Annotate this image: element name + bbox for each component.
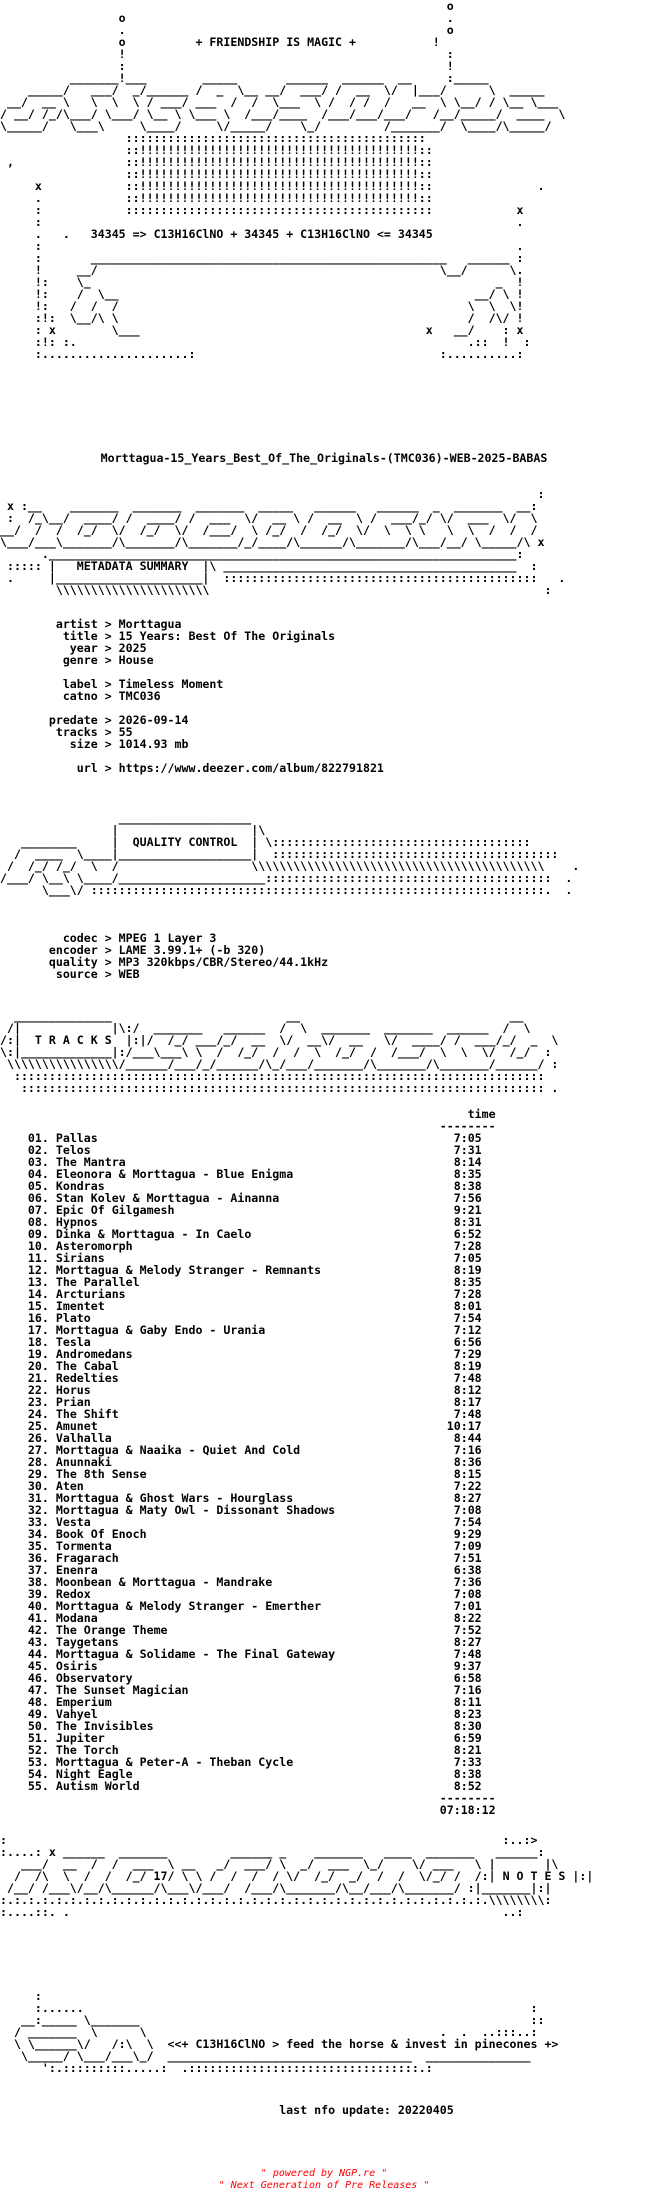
track-time: 9:21 [453,1203,482,1217]
quality-row-codec: codec > MPEG 1 Layer 3 [0,931,217,945]
track-time: 7:12 [453,1323,482,1337]
track-title: Observatory [55,1671,133,1685]
track-title: The Torch [55,1743,119,1757]
banner-text: + FRIENDSHIP IS MAGIC + [195,35,356,49]
track-time: 7:16 [453,1683,482,1697]
track-title: The Shift [55,1407,119,1421]
metadata-row-catno: catno > TMC036 [0,689,161,703]
track-number: 15. [27,1299,49,1313]
track-time: 8:30 [453,1719,482,1733]
track-number: 33. [27,1515,49,1529]
tracklist-footer: -------- 07:18:12 [0,1791,496,1817]
metadata-row-year: year > 2025 [0,641,147,655]
track-title: Amunet [55,1419,98,1433]
track-title: Horus [55,1383,91,1397]
track-number: 45. [27,1659,49,1673]
track-time: 7:31 [453,1143,482,1157]
track-number: 31. [27,1491,49,1505]
track-number: 35. [27,1539,49,1553]
quality-logo-art: ___________________ | |\ ________ | QUALITY CONTROL | \::::::::::::::::::::::::::::::::::::: / ____ \____|___________________| ::::::::::::::::::::::::::::::::::::::::: / /_/ /_/ \ / \\\\\\\\\\\\\\\\\\\\\\\\\\\\\\\\\\\\\\\\\\ . /___/ \__\ \____/_____________________::::::::::::::::::::::::::::::::::::::::: . \___\/ :::::::::::::::::::::::::::::::::::::::::::::::::::::::::::::::::. . [0,811,580,897]
header-logo-art-top: o o . . o o + FRIENDSHIP IS MAGIC + ! ! : : ! _______!___ _____ ______ ______ __ :_____ _____/ ___/ _/______ / _ \__ __/ ___/ / __ \/ |___/ \ _____ __/ __ \ \ \ \ / ___/ ___ / / \___ \ / / / / __ \ \__/ / \__ \___ / __/ /_/\___/ \___/ \__ \ \___ \ /___/____ /___/___/___/ /__/_____/ ____ \ \_____/ \___\ \____/ \/_____/ \_/ /_______/ \____/\_____/ ::::::::::::::::::::::::::::::::::::::::::: ::!!!!!!!!!!!!!!!!!!!!!!!!!!!!!!!!!!!!!!!!:: , ::!!!!!!!!!!!!!!!!!!!!!!!!!!!!!!!!!!!!!!!!:: ::!!!!!!!!!!!!!!!!!!!!!!!!!!!!!!!!!!!!!!!!:: x ::!!!!!!!!!!!!!!!!!!!!!!!!!!!!!!!!!!!!!!!!:: . . ::!!!!!!!!!!!!!!!!!!!!!!!!!!!!!!!!!!!!!!!!:: : :::::::::::::::::::::::::::::::::::::::::::: x : . . . 34345 => C13H16ClNO + 34345 + C13H16ClNO <= 34345 : . : ___________________________________________________ ______ : ! __/ \__/ \. !: \_ _ ! !: / \__ __/ \ ! !: / / / \ \ \! :!: \__/\ \ / /\/ ! : x \___ x __/ : x :!: :. .:: ! : :.....................: :..........: [0,0,566,361]
tracks-heading: T R A C K S [34,1033,112,1047]
track-time: 8:17 [453,1395,482,1409]
track-time: 7:48 [453,1371,482,1385]
tracks-logo-art: ______________ __ __ /| |\:/ _______ ______ / \ _______ _______ ______ / \ /:| T R A C K S |:|/ /_/ ___/_/ __ \/ __\/ __ \/ ____/ / ___/_/ _ \ \:|_____________|:/___\___\ \ / /_/ / / \ /_/ / /___/ \ \ \/ /_/ : \\\\\\\\\\\\\\\\/______/___/_/______/\_/___/_______/\_______/\_______/______/ : :::::::::::::::::::::::::::::::::::::::::::::::::::::::::::::::::::::::::::: ::::::::::::::::::::::::::::::::::::::::::::::::::::::::::::::::::::::::::: . [0,1009,559,1095]
track-time: 8:27 [453,1635,482,1649]
track-title: The Mantra [55,1155,126,1169]
track-title: Pallas [55,1131,98,1145]
track-time: 8:14 [453,1155,482,1169]
track-title: Valhalla [55,1431,112,1445]
track-number: 43. [27,1635,49,1649]
track-time: 7:48 [453,1407,482,1421]
track-time: 7:54 [453,1515,482,1529]
track-number: 36. [27,1551,49,1565]
track-title: Epic Of Gilgamesh [55,1203,175,1217]
track-number: 27. [27,1443,49,1457]
metadata-row-genre: genre > House [0,653,154,667]
notes-art [0,1834,648,1918]
track-number: 51. [27,1731,49,1745]
metadata-row-title: title > 15 Years: Best Of The Originals [0,629,336,643]
track-number: 06. [27,1191,49,1205]
track-title: Imentet [55,1299,105,1313]
track-number: 47. [27,1683,49,1697]
tracks-art [0,1010,648,1094]
track-number: 40. [27,1599,49,1613]
track-time: 8:21 [453,1743,482,1757]
metadata-table [0,618,648,774]
track-title: Morttagua & Maty Owl - Dissonant Shadows [55,1503,336,1517]
track-time: 8:15 [453,1467,482,1481]
metadata-heading: METADATA SUMMARY [76,559,189,573]
track-time: 7:16 [453,1443,482,1457]
track-title: Dinka & Morttagua - In Caelo [55,1227,252,1241]
track-title: Moonbean & Morttagua - Mandrake [55,1575,273,1589]
track-title: The 8th Sense [55,1467,147,1481]
track-number: 54. [27,1767,49,1781]
tracklist [0,1108,648,1816]
track-title: Enenra [55,1563,98,1577]
track-time: 6:52 [453,1227,482,1241]
track-time: 7:01 [453,1599,482,1613]
track-number: 22. [27,1383,49,1397]
track-number: 25. [27,1419,49,1433]
track-number: 53. [27,1755,49,1769]
track-time: 7:28 [453,1239,482,1253]
track-title: Telos [55,1143,91,1157]
track-title: The Cabal [55,1359,119,1373]
track-time: 7:08 [453,1503,482,1517]
track-time: 7:09 [453,1539,482,1553]
track-title: Morttagua & Peter-A - Theban Cycle [55,1755,294,1769]
release-url-link[interactable]: https://www.deezer.com/album/822791821 [118,761,384,775]
track-rows [0,1132,648,1792]
track-number: 07. [27,1203,49,1217]
metadata-art [0,488,648,596]
track-time: 8:31 [453,1215,482,1229]
quality-row-encoder: encoder > LAME 3.99.1+ (-b 320) [0,943,266,957]
track-number: 08. [27,1215,49,1229]
formula-text: 34345 => C13H16ClNO + 34345 + C13H16ClNO <= 34345 [90,227,433,241]
track-number: 17. [27,1323,49,1337]
track-time: 8:38 [453,1179,482,1193]
track-time: 7:05 [453,1131,482,1145]
quality-row-quality: quality > MP3 320kbps/CBR/Stereo/44.1kHz [0,955,329,969]
metadata-row-tracks: tracks > 55 [0,725,133,739]
track-title: Vesta [55,1515,91,1529]
track-number: 39. [27,1587,49,1601]
track-title: Tormenta [55,1539,112,1553]
track-title: Modana [55,1611,98,1625]
track-title: Plato [55,1311,91,1325]
track-title: Emperium [55,1695,112,1709]
track-title: Redelties [55,1371,119,1385]
track-time: 9:29 [453,1527,482,1541]
tracklist-header: time -------- [0,1107,496,1133]
track-number: 13. [27,1275,49,1289]
track-title: Taygetans [55,1635,119,1649]
track-time: 7:29 [453,1347,482,1361]
track-title: Morttagua & Solidame - The Final Gateway [55,1647,336,1661]
track-time: 7:33 [453,1755,482,1769]
quality-art [0,812,648,896]
track-time: 6:58 [453,1671,482,1685]
track-time: 6:56 [453,1335,482,1349]
track-number: 29. [27,1467,49,1481]
metadata-row-size: size > 1014.93 mb [0,737,189,751]
track-title: Morttagua & Naaika - Quiet And Cold [55,1443,301,1457]
track-time: 8:19 [453,1263,482,1277]
header-art [0,0,648,360]
track-number: 30. [27,1479,49,1493]
track-time: 8:01 [453,1299,482,1313]
track-number: 37. [27,1563,49,1577]
last-update: last nfo update: 20220405 [279,2103,454,2117]
release-name: Morttagua-15_Years_Best_Of_The_Originals-(TMC036)-WEB-2025-BABAS [100,451,548,465]
track-number: 48. [27,1695,49,1709]
track-time: 8:35 [453,1167,482,1181]
notes-logo-art: : :..:> :....: x ______ _______ ______ _ _______ ____ _______ ______: ___/ __ / / ___ \ __ _/ ___/ \ _/ ___ \_/ \/ ___ \ | |\ / /\ \ / / /_/ 17/ \ \ / / / / \/ /_/ _/ / / \/_/ / /:| N O T E S |:| /__/ /___\/__/\______/\___\/___/ /___/\_______/\__/___/\_______/ :|_______|:| :.:.:.:.:.:.:.:.:.:.:.:.:.:.:.:.:.:.:.:.:.:.:.:.:.:.:.:.:.:.:.:.:.:.:.\\\\\\\\: :....::. . ..: [0,1833,594,1919]
track-number: 50. [27,1719,49,1733]
track-number: 19. [27,1347,49,1361]
track-title: Andromedans [55,1347,133,1361]
quality-heading: QUALITY CONTROL [132,835,238,849]
track-time: 8:11 [453,1695,482,1709]
track-time: 8:44 [453,1431,482,1445]
powered-by-line2[interactable]: " Next Generation of Pre Releases " [218,2180,430,2191]
track-time: 7:52 [453,1623,482,1637]
track-number: 09. [27,1227,49,1241]
track-time: 8:36 [453,1455,482,1469]
quality-row-source: source > WEB [0,967,140,981]
track-time: 8:23 [453,1707,482,1721]
track-number: 01. [27,1131,49,1145]
track-number: 34. [27,1527,49,1541]
metadata-row-predate: predate > 2026-09-14 [0,713,189,727]
footer-logo-art: : :...... : __:_____ \_______ :: / _______ \ \ . . ..:::..: \ \______\/ /:\ \ <<+ C13H16ClNO > feed the horse & invest in pinecones +> \_____/ \___/___\_/ ___________________________________ _______________ ':.:::::::::.....: .:::::::::::::::::::::::::::::::::.: [13,1989,559,2075]
track-title: Kondras [55,1179,105,1193]
track-title: Morttagua & Ghost Wars - Hourglass [55,1491,294,1505]
track-number: 03. [27,1155,49,1169]
track-time: 7:48 [453,1647,482,1661]
metadata-logo-art: : x :__ _______ _______ _______ _____ ______ ______ _ _______ __: : /_\__/ ____/ / ____/ / ___ \/ __ \ / __ \ / ___/_/ \/ ___ \/ \ __/ / / /_/ \/ /_/ \/ /___/ \ /_/ / /_/ \/ \ \ \ \ \ / / / \___/___\_______/\_______/\_______/_/____/\______/\_______/\___/__/ \_____/\ x .___________________________________________________________________: ::::: | METADATA SUMMARY |\ __________________________________________ : . |_____________________| ::::::::::::::::::::::::::::::::::::::::::::: . \\\\\\\\\\\\\\\\\\\\\\ : [0,487,566,597]
track-time: 7:56 [453,1191,482,1205]
track-title: Morttagua & Melody Stranger - Emerther [55,1599,322,1613]
track-number: 32. [27,1503,49,1517]
track-time: 7:28 [453,1287,482,1301]
track-number: 14. [27,1287,49,1301]
track-number: 44. [27,1647,49,1661]
track-number: 20. [27,1359,49,1373]
track-title: Night Eagle [55,1767,133,1781]
metadata-row-url[interactable]: url > https://www.deezer.com/album/822791821 [0,761,384,775]
total-time: 07:18:12 [439,1803,496,1817]
last-update-block [0,2104,648,2116]
track-title: The Parallel [55,1275,140,1289]
track-title: Autism World [55,1779,140,1793]
track-title: Book Of Enoch [55,1527,147,1541]
track-time: 6:38 [453,1563,482,1577]
track-title: Tesla [55,1335,91,1349]
track-number: 16. [27,1311,49,1325]
track-number: 28. [27,1455,49,1469]
track-time: 7:22 [453,1479,482,1493]
track-title: Jupiter [55,1731,105,1745]
track-time: 7:05 [453,1251,482,1265]
track-time: 8:38 [453,1767,482,1781]
track-number: 38. [27,1575,49,1589]
track-title: Hypnos [55,1215,98,1229]
track-title: Sirians [55,1251,105,1265]
track-number: 46. [27,1671,49,1685]
track-number: 18. [27,1335,49,1349]
track-title: Aten [55,1479,84,1493]
track-title: Morttagua & Gaby Endo - Urania [55,1323,266,1337]
track-title: Fragarach [55,1551,119,1565]
notes-heading: N O T E S [502,1869,566,1883]
track-time: 7:51 [453,1551,482,1565]
powered-by-line1[interactable]: " powered by NGP.re " [260,2168,388,2179]
track-time: 9:37 [453,1659,482,1673]
track-number: 23. [27,1395,49,1409]
track-title: The Invisibles [55,1719,154,1733]
release-name-block [0,452,648,464]
track-number: 41. [27,1611,49,1625]
track-number: 24. [27,1407,49,1421]
track-title: Morttagua & Melody Stranger - Remnants [55,1263,322,1277]
track-time: 7:54 [453,1311,482,1325]
track-time: 8:35 [453,1275,482,1289]
footer-slogan: <<+ C13H16ClNO > feed the horse & invest in pinecones +> [167,2037,559,2051]
track-number: 10. [27,1239,49,1253]
track-time: 7:08 [453,1587,482,1601]
track-time: 8:52 [453,1779,482,1793]
powered-by[interactable] [0,2168,648,2192]
track-title: Stan Kolev & Morttagua - Ainanna [55,1191,280,1205]
track-number: 42. [27,1623,49,1637]
track-number: 52. [27,1743,49,1757]
track-time: 8:19 [453,1359,482,1373]
track-number: 21. [27,1371,49,1385]
track-title: The Sunset Magician [55,1683,189,1697]
track-number: 05. [27,1179,49,1193]
track-time: 8:22 [453,1611,482,1625]
metadata-row-label: label > Timeless Moment [0,677,224,691]
track-number: 55. [27,1779,49,1793]
track-title: Vahyel [55,1707,98,1721]
track-title: Anunnaki [55,1455,112,1469]
track-time: 6:59 [453,1731,482,1745]
track-time: 8:27 [453,1491,482,1505]
footer-art [0,1990,648,2074]
track-number: 49. [27,1707,49,1721]
track-title: Asteromorph [55,1239,133,1253]
track-number: 02. [27,1143,49,1157]
track-number: 12. [27,1263,49,1277]
metadata-row-artist: artist > Morttagua [0,617,182,631]
track-time: 10:17 [446,1419,482,1433]
track-title: Redox [55,1587,91,1601]
track-number: 04. [27,1167,49,1181]
track-title: Prian [55,1395,91,1409]
track-title: Arcturians [55,1287,126,1301]
track-time: 8:12 [453,1383,482,1397]
track-number: 11. [27,1251,49,1265]
track-title: Osiris [55,1659,98,1673]
track-number: 26. [27,1431,49,1445]
track-title: The Orange Theme [55,1623,168,1637]
quality-table [0,932,648,980]
track-time: 7:36 [453,1575,482,1589]
track-title: Eleonora & Morttagua - Blue Enigma [55,1167,294,1181]
